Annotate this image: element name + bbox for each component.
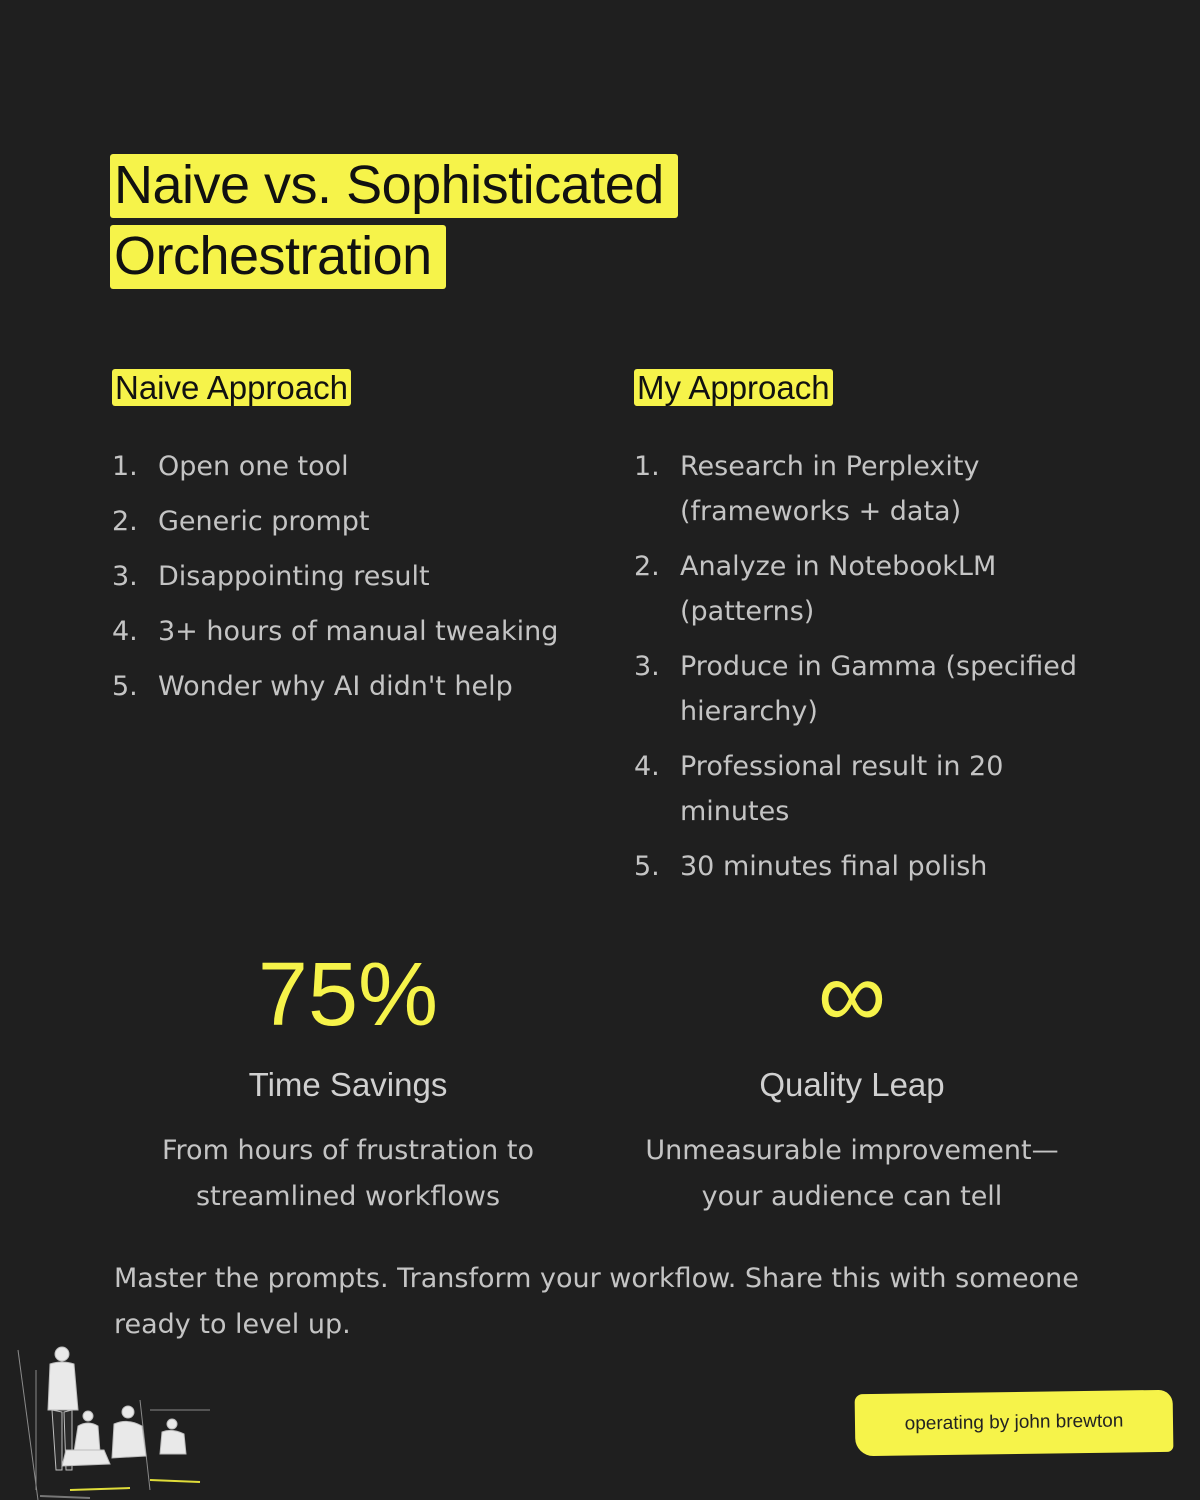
naive-approach-column — [112, 366, 582, 719]
step-text: Professional result in 20 minutes — [680, 751, 1004, 827]
list-item — [112, 609, 582, 654]
step-text: Open one tool — [158, 451, 349, 482]
list-item — [112, 664, 582, 709]
infinity-icon: ∞ — [817, 941, 887, 1048]
step-number: 4. — [112, 616, 138, 647]
naive-approach-heading-text: Naive Approach — [112, 369, 351, 406]
step-number: 2. — [634, 551, 660, 582]
stat-description — [98, 1128, 598, 1220]
step-text: Produce in Gamma (specified hierarchy) — [680, 651, 1077, 727]
stat-description — [602, 1128, 1102, 1220]
people-sketch-illustration — [0, 1340, 240, 1500]
step-number: 4. — [634, 751, 660, 782]
stat-value: 75% — [257, 945, 439, 1045]
my-approach-column — [634, 366, 1104, 899]
page-title-text: Naive vs. Sophisticated Orchestration — [110, 154, 678, 289]
list-item — [634, 644, 1104, 734]
my-approach-heading — [634, 366, 1104, 410]
step-text: Generic prompt — [158, 506, 370, 537]
step-number: 3. — [634, 651, 660, 682]
stat-title: Quality Leap — [759, 1066, 945, 1103]
step-text: Disappointing result — [158, 561, 430, 592]
stat-description-text: Unmeasurable improvement—your audience can tell — [645, 1135, 1059, 1212]
page-title — [110, 150, 810, 292]
list-item — [112, 444, 582, 489]
step-number: 5. — [634, 851, 660, 882]
list-item — [112, 499, 582, 544]
step-number: 2. — [112, 506, 138, 537]
stat-description-text: From hours of frustration to streamlined workflows — [161, 1135, 534, 1212]
list-item — [634, 444, 1104, 534]
closing-text: Master the prompts. Transform your workflow. Share this with someone ready to level up. — [114, 1263, 1079, 1340]
quality-leap-stat — [602, 940, 1102, 1220]
list-item — [634, 844, 1104, 889]
time-savings-stat — [98, 940, 598, 1220]
my-approach-heading-text: My Approach — [634, 369, 833, 406]
step-number: 5. — [112, 671, 138, 702]
step-text: 30 minutes final polish — [680, 851, 988, 882]
credit-badge: operating by john brewton — [855, 1390, 1174, 1456]
list-item — [634, 544, 1104, 634]
stat-title: Time Savings — [248, 1066, 448, 1103]
naive-steps-list — [112, 444, 582, 709]
step-number: 1. — [112, 451, 138, 482]
naive-approach-heading — [112, 366, 582, 410]
step-text: Wonder why AI didn't help — [158, 671, 513, 702]
step-number: 1. — [634, 451, 660, 482]
list-item — [112, 554, 582, 599]
step-text: Analyze in NotebookLM (patterns) — [680, 551, 997, 627]
step-text: Research in Perplexity (frameworks + data) — [680, 451, 980, 527]
list-item — [634, 744, 1104, 834]
step-text: 3+ hours of manual tweaking — [158, 616, 559, 647]
my-steps-list — [634, 444, 1104, 889]
step-number: 3. — [112, 561, 138, 592]
